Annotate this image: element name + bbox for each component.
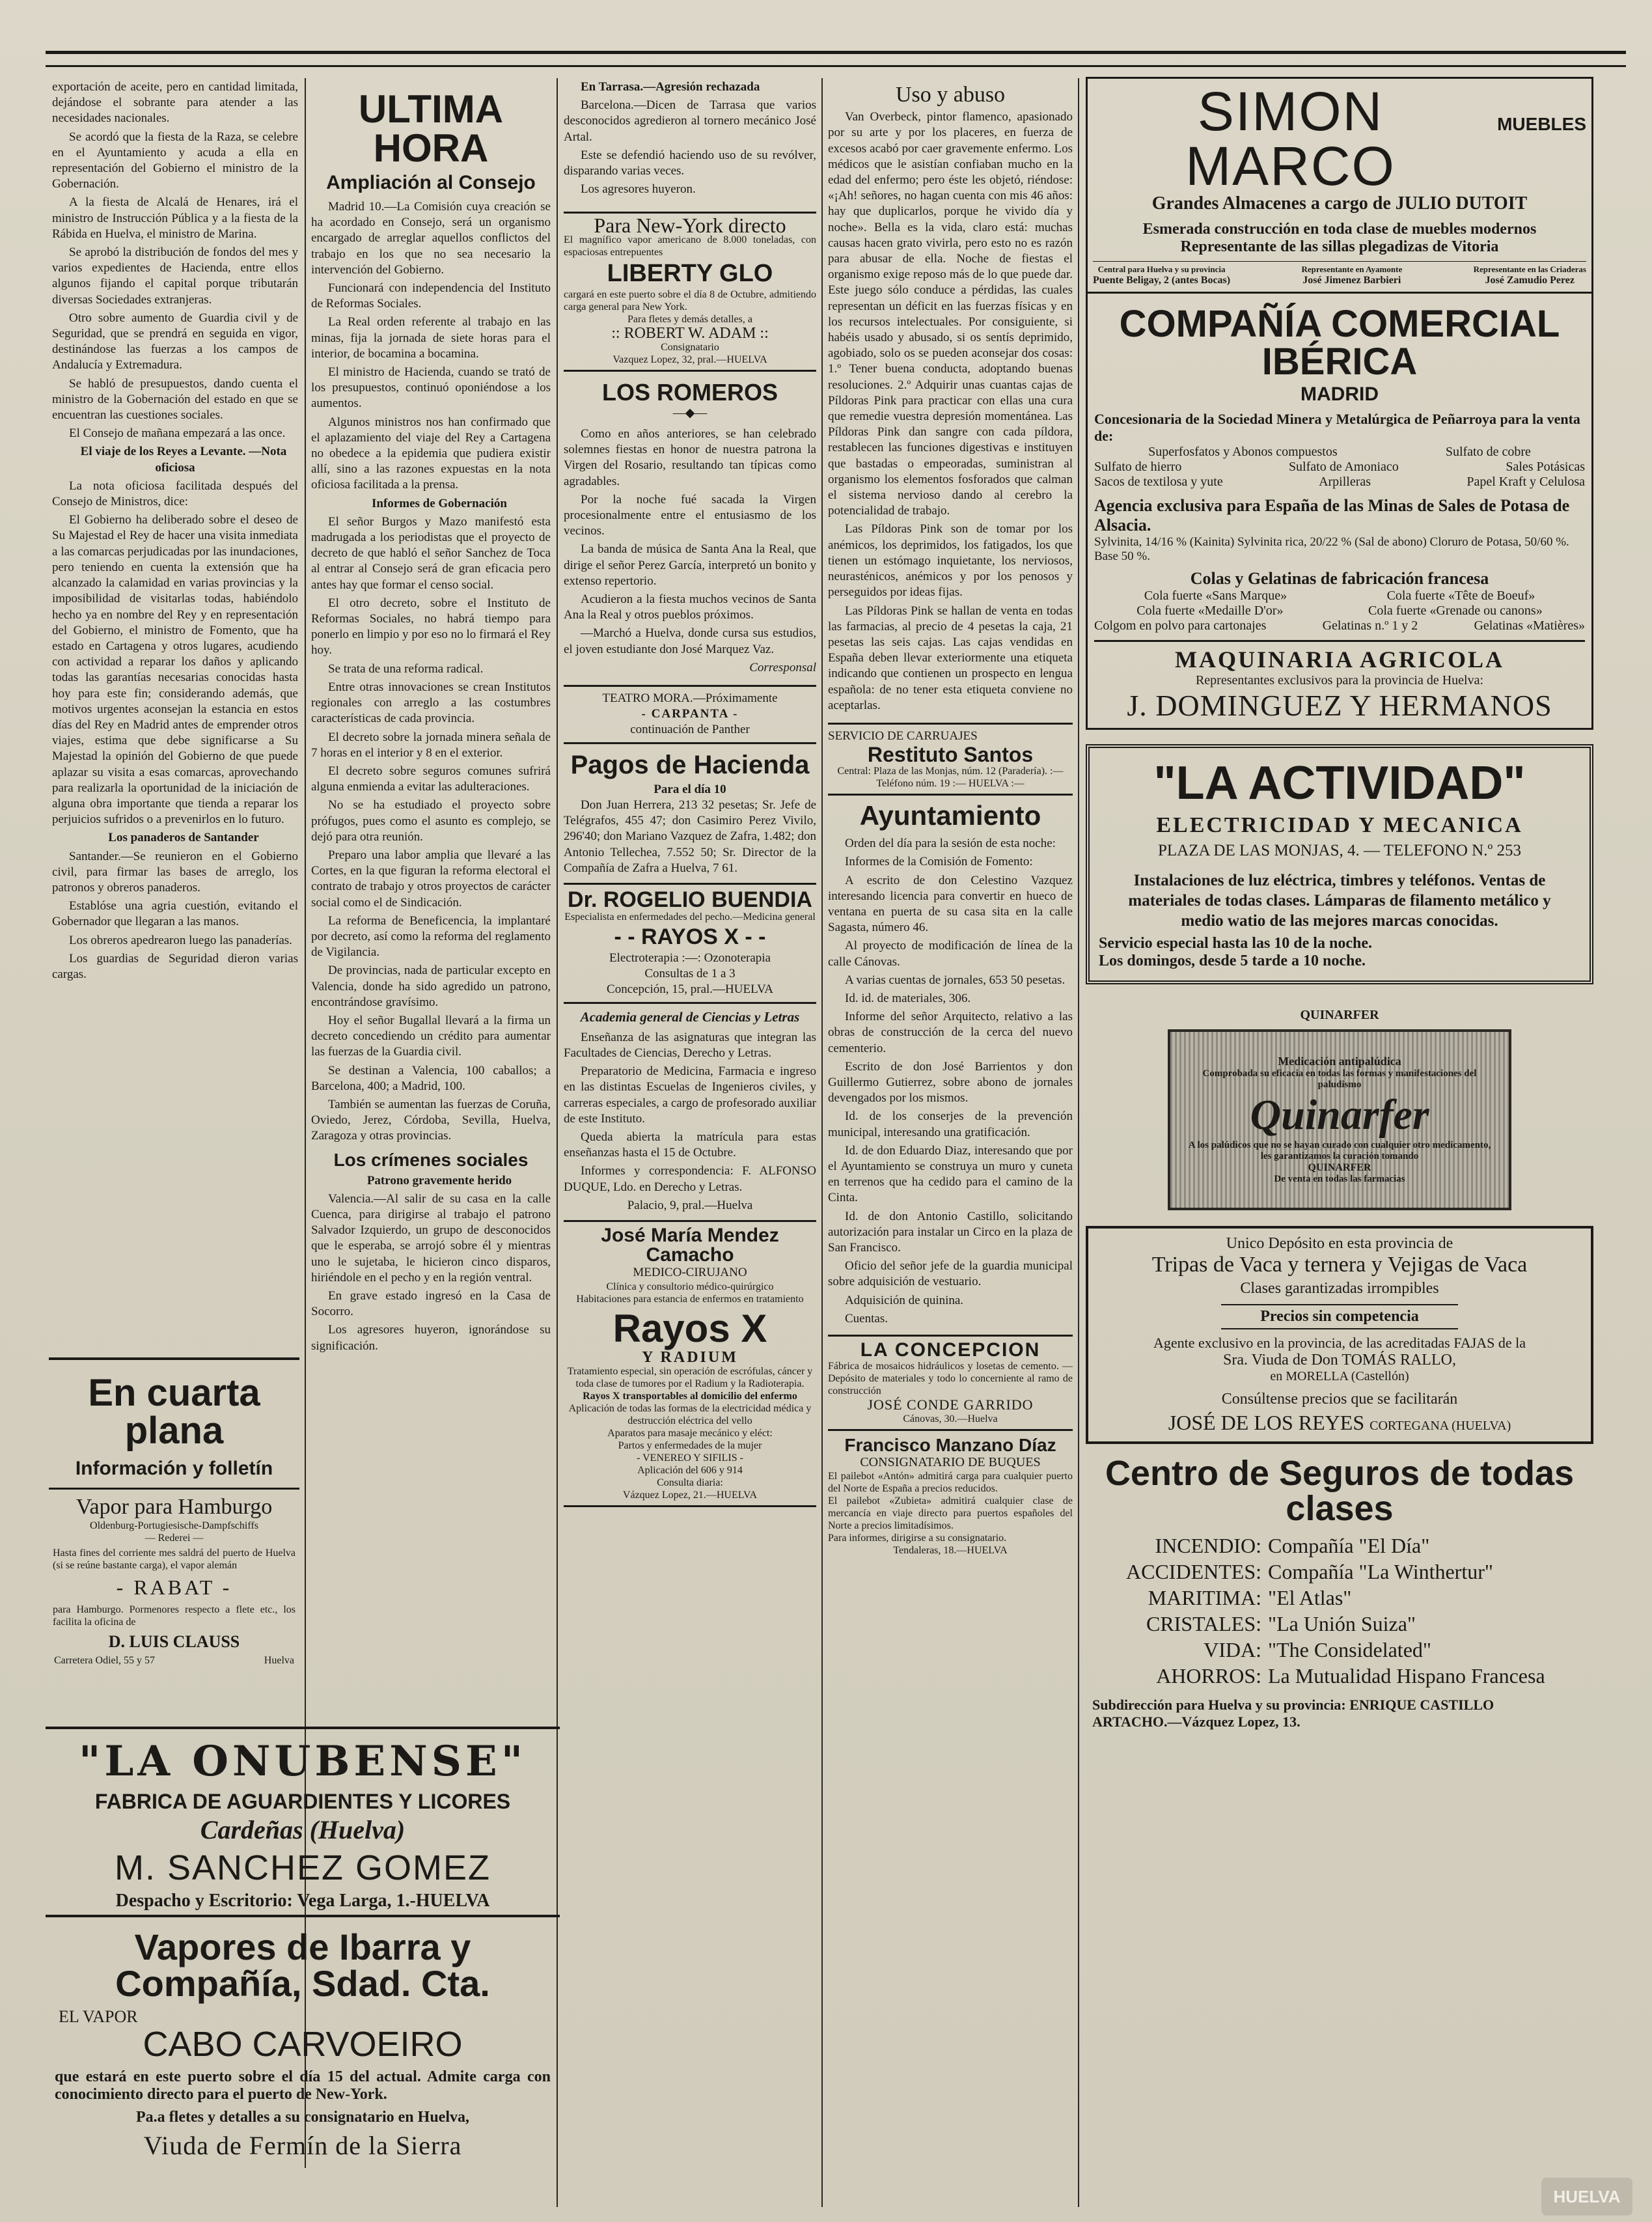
cuarta-subtitle: Información y folletín [75,1458,273,1479]
paragraph: El otro decreto, sobre el Instituto de Reformas Sociales, no habrá tiempo para ponerlo en limpio y por eso no lo firmará el Rey hoy. [311,596,551,658]
paragraph: Como en años anteriores, se han celebrado solemnes fiestas en honor de nuestra patrona la Virgen del Rosario, resultando tan típicas como agradables. [564,427,816,488]
simon-f1a: Central para Huelva y su provincia [1097,264,1226,274]
seg-row-key: INCENDIO: [1155,1534,1261,1557]
paragraph: El Gobierno ha deliberado sobre el deseo de Su Majestad el Rey de hacer una visita inmediata a las comarcas perjudicadas por las inundaciones, pero teniendo en cuenta la extensión que ha alcanzado la calamidad en varias provincias y la imposibilidad de visitarlas todas, habiéndolo hecho ya en nombre del Rey y en representación del Gobierno, el ministro de Fomento, que ha estado en Cartagena y otros lugares, acudiendo con actividad a reparar los daños y aplicando todas las garantías necesarias conocidas hasta hoy para este fin; considerando además, que motivos urgentes aconsejan la estancia en estos días del Rey en Madrid antes de emprender otros viajes, estima que debe significarse a Su Majestad la opinión del Gobierno de que puede aplazar su visita a esas comarcas, aprovechando para realizarla la oportunidad de la iniciación de alguna obra importante que tienda a reparar los perjuicios sufridos o a prevenirlos en lo futuro. [52,513,298,827]
mendez-l2: Habitaciones para estancia de enfermos en tratamiento [576,1294,804,1305]
mendez-radium: Y RADIUM [642,1349,738,1367]
tri-name: JOSÉ DE LOS REYES [1168,1411,1365,1434]
conc-text: Fábrica de mosaicos hidráulicos y losetas de cemento. — Depósito de materiales y todo lo concerniente al ramo de construcción [828,1361,1073,1397]
act-address: PLAZA DE LAS MONJAS, 4. — TELEFONO N.º 253 [1157,842,1521,859]
paragraph: El señor Burgos y Mazo manifestó esta madrugada a los periodistas que el proyecto de decreto de que habló el señor Sanchez de Toca al entrar al Consejo será de gran eficacia pero antes hay que formar el censo social. [311,514,551,592]
paragraph: Los agresores huyeron. [581,182,696,197]
paragraph: Id. de don Antonio Castillo, solicitando autorización para instalar un Circo en la plaza de San Francisco. [828,1209,1073,1255]
paragraph: No se ha estudiado el proyecto sobre prófugos, pues como el asunto es complejo, se dejó para otra reunión. [311,798,551,844]
crimenes-heading: Los crímenes sociales [333,1149,529,1170]
section-heading: Patrono gravemente herido [366,1173,512,1187]
buendia-ad [564,883,816,1004]
paragraph: Id. de don Eduardo Diaz, interesando que por el Ayuntamiento se construya un muro y cuneta en terrenos que ha cedido para el camino de la Cinta. [828,1143,1073,1205]
paragraph: Se trata de una reforma radical. [328,661,484,676]
act-l1: Servicio especial hasta las 10 de la noche. [1099,935,1372,952]
teatro-line-2: continuación de Panther [630,723,750,737]
cci-c4: Cola fuerte «Grenade ou canons» [1368,604,1543,618]
conc-name: JOSÉ CONDE GARRIDO [867,1396,1034,1413]
manz-p1: El pailebot «Antón» admitirá carga para cualquier puerto del Norte de España a precios reducidos. [828,1471,1073,1495]
paragraph: La reforma de Beneficencia, la implantaré por decreto, así como la reforma del reglamento de Vigilancia. [311,913,551,960]
seg-row [1092,1585,1587,1611]
quin-top: QUINARFER [1300,1008,1379,1022]
agent-city: Huelva [264,1655,294,1666]
column-4 [828,83,1073,2212]
paragraph: Preparo una labor amplia que llevaré a las Cortes, en la que figuran la reforma electoral el contrato de trabajo y otros proyectos de carácter social como el de Sindicación. [311,848,551,910]
mendez-l9: Aplicación del 606 y 914 [637,1465,743,1477]
paragraph: El ministro de Hacienda, cuando se trató de los presupuestos, continuó oponiéndose a los aumentos. [311,365,551,411]
paragraph: Acudieron a la fiesta muchos vecinos de Santa Ana la Real y otros pueblos próximos. [564,592,816,622]
ny-ship: LIBERTY GLO [607,259,773,287]
quinarfer-panel [1168,1029,1511,1210]
cci-r3b: Arpilleras [1319,475,1371,489]
cci-l3: Sylvinita, 14/16 % (Kainita) Sylvinita rica, 20/22 % (Sal de abono) Cloruro de Potasa, 50/60 %. Base 50 %. [1094,535,1569,563]
maq-text: Representantes exclusivos para la provincia de Huelva: [1195,673,1484,687]
vapor-title: Vapor para Hamburgo [76,1495,273,1519]
ibarra-ad [46,1917,560,2197]
ayuntamiento-title: Ayuntamiento [859,800,1041,831]
ny-text: El magnífico vapor americano de 8.000 toneladas, con espaciosas entrepuentes [564,234,816,258]
ultima-hora-title: ULTIMA HORA [358,87,504,170]
seg-row-value: La Mutualidad Hispano Francesa [1268,1664,1545,1687]
cci-l2: Agencia exclusiva para España de las Minas de Sales de Potasa de Alsacia. [1094,496,1570,535]
teatro-ad [564,685,816,744]
cci-r2b: Sulfato de Amoniaco [1288,460,1399,474]
tri-l5: Agente exclusivo en la provincia, de las acreditadas FAJAS de la [1153,1335,1526,1351]
onubense-line1: FABRICA DE AGUARDIENTES Y LICORES [94,1790,511,1813]
paragraph: Por la noche fué sacada la Virgen procesionalmente entre el entusiasmo de los vecinos. [564,492,816,538]
rayos-title: - - RAYOS X - - [614,924,766,949]
simon-l2: Representante de las sillas plegadizas de Vitoria [1180,238,1499,255]
cci-r3c: Papel Kraft y Celulosa [1466,475,1585,489]
quin-name: Quinarfer [1250,1091,1429,1139]
simon-sub: Grandes Almacenes a cargo de JULIO DUTOIT [1151,193,1528,214]
paragraph: Queda abierta la matrícula para estas enseñanzas hasta el 15 de Octubre. [564,1130,816,1160]
cci-title: COMPAÑÍA COMERCIAL IBÉRICA [1119,303,1560,383]
ny-role: Consignatario [661,341,719,353]
paragraph: A la fiesta de Alcalá de Henares, irá el ministro de Instrucción Pública y a la fiesta de la Rábida en Huelva, el ministro de Marina. [52,195,298,241]
mendez-l5: Aplicación de todas las formas de la electricidad médica y destrucción eléctrica del vello [568,1403,812,1427]
tri-l8: Consúltense precios que se facilitarán [1221,1391,1458,1408]
paragraph: Las Píldoras Pink se hallan de venta en todas las farmacias, al precio de 4 pesetas la caja, 21 pesetas las seis cajas. Las cajas vendidas en España deben llevar exteriormente una etiqueta indicando que contienen un prospecto en lengua española: de no tener esta etiqueta conviene no aceptarlas. [828,604,1073,712]
paragraph: Id. id. de materiales, 306. [845,991,971,1005]
paragraph: El Consejo de mañana empezará a las once. [69,426,286,441]
newyork-ad [564,212,816,371]
cci-r1b: Sulfato de cobre [1445,445,1531,459]
academia-title: Academia general de Ciencias y Letras [580,1008,800,1025]
seg-row-value: Compañía "La Winthertur" [1268,1560,1493,1583]
seg-row-key: MARITIMA: [1148,1586,1261,1609]
paragraph: De provincias, nada de particular excepto en Valencia, donde ha sido agredido un patrono, encontrándose gravísimo. [311,964,551,1009]
seg-row-value: "The Considelated" [1268,1638,1431,1661]
paragraph: exportación de aceite, pero en cantidad limitada, dejándose el sobrante para atender a las necesidades nacionales. [52,80,298,126]
ny-title: Para New-York directo [594,214,786,238]
paragraph: Funcionará con independencia del Instituto de Reformas Sociales. [311,281,551,311]
agent-address: Carretera Odiel, 55 y 57 [54,1655,156,1666]
ibarra-label: EL VAPOR [59,2007,138,2026]
ibarra-agent: Viuda de Fermín de la Sierra [143,2131,462,2160]
paragraph: Los guardias de Seguridad dieron varias cargas. [52,951,298,981]
column-2 [311,83,551,1714]
cci-r3a: Sacos de textilosa y yute [1094,475,1223,489]
tri-city: CORTEGANA (HUELVA) [1370,1419,1511,1433]
act-text: Instalaciones de luz eléctrica, timbres y teléfonos. Ventas de materiales de todas clases. Lámparas de filamento metálico y medio watio de las mejores marcas conocidas. [1128,872,1551,930]
cci-r2c: Sales Potásicas [1506,460,1585,474]
paragraph: Se acordó que la fiesta de la Raza, se celebre en el Ayuntamiento y acuda a ella en representación del Gobierno el ministro de la Gobernación. [52,130,298,191]
mendez-l4: Rayos X transportables al domicilio del enfermo [583,1391,797,1402]
pagos-title: Pagos de Hacienda [570,750,810,779]
conc-address: Cánovas, 30.—Huelva [903,1413,998,1425]
quin-l3: A los palúdicos que no se hayan curado con cualquier otro medicamento, les garantizamos la curación tomando [1188,1140,1491,1161]
quin-l5: De venta en todas las farmacias [1274,1174,1405,1184]
mendez-title: José María Mendez Camacho [601,1224,779,1266]
simon-f1b: Puente Beligay, 2 (antes Bocas) [1093,275,1231,286]
onubense-ad [46,1727,560,1917]
paragraph: La nota oficiosa facilitada después del Consejo de Ministros, dice: [52,479,298,509]
signature: Corresponsal [749,660,816,674]
carpanta: - CARPANTA - [641,707,739,721]
ny-agent: :: ROBERT W. ADAM :: [611,324,769,342]
tripas-ad [1086,1226,1593,1444]
uso-title: Uso y abuso [895,83,1006,107]
quinarfer-ad [1086,1008,1593,1210]
quin-l1: Medicación antipalúdica [1278,1055,1401,1068]
simon-f2b: José Jimenez Barbieri [1302,275,1401,286]
ny-text3: Para fletes y demás detalles, a [627,313,752,325]
manz-sub: CONSIGNATARIO DE BUQUES [860,1455,1041,1470]
paragraph: Santander.—Se reunieron en el Gobierno civil, para firmar las bases de arreglo, los patronos y obreros panaderos. [52,849,298,895]
simon-tag: MUEBLES [1497,114,1586,134]
paragraph: Se aprobó la distribución de fondos del mes y varios expedientes de Hacienda, entre ellos algunos fijando el capital porque tributarán diversas Sociedades extranjeras. [52,245,298,307]
cci-c7: Gelatinas «Matières» [1474,618,1585,633]
paragraph: El decreto sobre seguros comunes sufrirá alguna enmienda a evitar las adulteraciones. [311,764,551,794]
seg-row [1092,1533,1587,1559]
mendez-l3: Tratamiento especial, sin operación de escrófulas, cáncer y toda clase de tumores por el Radium y la Radioterapia. [567,1366,813,1390]
hamburgo-text: Hasta fines del corriente mes saldrá del puerto de Huelva (si se reúne bastante carga), el vapor alemán [53,1548,296,1571]
seg-row-value: Compañía "El Día" [1268,1534,1430,1557]
ship-name: - RABAT - [116,1576,232,1599]
simon-marco-ad [1086,77,1593,294]
manz-address: Tendaleras, 18.—HUELVA [893,1545,1008,1557]
cci-r1a: Superfosfatos y Abonos compuestos [1148,445,1338,459]
paragraph: Las Píldoras Pink son de tomar por los anémicos, los deprimidos, los fatigados, los que tienen un estómago inquietante, los nerviosos, neurasténicos, anémicos y por los penosos y perseguidos por ideas fijas. [828,522,1073,600]
tri-l2: Tripas de Vaca y ternera y Vejigas de Vaca [1151,1253,1528,1277]
seg-l1: Subdirección para Huelva y su provincia: ENRIQUE CASTILLO [1092,1697,1494,1713]
concepcion-ad [828,1335,1073,1431]
paragraph: La Real orden referente al trabajo en las minas, fija la jornada de siete horas para el interior, de bocamina a bocamina. [311,315,551,361]
seg-row-value: "El Atlas" [1268,1586,1352,1609]
onubense-address: Despacho y Escritorio: Vega Larga, 1.-HUELVA [115,1891,490,1911]
section-heading: Los panaderos de Santander [108,831,259,845]
library-stamp: HUELVA [1541,2178,1632,2215]
ibarra-text: que estará en este puerto sobre el día 15 del actual. Admite carga con conocimiento directo para el puerto de New-York. [55,2068,551,2103]
paragraph: Hoy el señor Bugallal llevará a la firma un decreto concediendo un crédito para aumentar las fuerzas de la Guardia civil. [311,1013,551,1059]
onubense-title: "LA ONUBENSE" [78,1737,527,1786]
paragraph: Establóse una agria cuestión, evitando el Gobernador que llegaran a las manos. [52,899,298,929]
paragraph: Informes de la Comisión de Fomento: [845,855,1033,869]
column-3: En Tarrasa.—Agresión rechazada Barcelona.—Dicen de Tarrasa que varios desconocidos agredieron al tornero mecánico José Artal. Este se defendió haciendo uso de su revólver, disparando varias veces. Los agresores huyeron. Para New-York directo El magnífico vapor americano de 8.000 toneladas, con espaciosas entrepuentes LIBERTY GLO cargará en este puerto sobre el día 8 de Octubre, admitiendo carga general para New York. Para fletes y demás detalles, a :: ROBERT W. ADAM :: Consignatario Vazquez Lopez, 32, pral.—HUELVA LOS ROMEROS —◆— Como en años anteriores, se han celebrado solemnes fiestas en honor de nuestra patrona la Virgen del Rosario, resultando tan típicas como agradables. Por la noche fué sacada la Virgen procesionalmente entre el entusiasmo de los vecinos. La banda de música de Santa Ana la Real, que dirige el señor Perez García, interpretó un bonito y extenso repertorio. Acudieron a la fiesta muchos vecinos de Santa Ana la Real y otros pueblos próximos. —Marchó a Huelva, donde cursa sus estudios, el joven estudiante don José Marquez Vaz. Corresponsal TEATRO MORA.—Próximamente - CARPANTA - continuación de Panther Pagos de Hacienda Para el día 10 Don Juan Herrera, 213 32 pesetas; Sr. Jefe de Telégrafos, 455 47; don Casimiro Perez Vivilo, 296'40; don Mariano Vazquez de Zafra, 1.482; don Antonio Tellechea, 7.552 50; Sr. Director de la Compañía de Zafra a Huelva, 7 61. Dr. ROGELIO BUENDIA Especialista en enfermedades del pecho.—Medicina general - - RAYOS X - - Electroterapia :—: Ozonoterapia Consultas de 1 a 3 Concepción, 15, pral.—HUELVA Academia general de Ciencias y Letras Enseñanza de las asignaturas que integran las Facultades de Ciencias, Derecho y Letras. Preparatorio de Medicina, Farmacia e ingreso en las distintas Escuelas de Ingenieros civiles, y carreras especiales, a cargo de profesorado auxiliar de este Instituto. Queda abierta la matrícula para estas enseñanzas hasta el 15 de Octubre. Informes y correspondencia: F. ALFONSO DUQUE, Ldo. en Derecho y Letras. Palacio, 9, pral.—Huelva José María Mendez Camacho MEDICO-CIRUJANO Clínica y consultorio médico-quirúrgico Habitaciones para estancia de enfermos en tratamiento Rayos X Y RADIUM Tratamiento especial, sin operación de escrófulas, cáncer y toda clase de tumores por el Radium y la Radioterapia. Rayos X transportables al domicilio del enfermo Aplicación de todas las formas de la electricidad médica y destrucción eléctrica del vello Aparatos para masaje mecánico y eléct: Partos y enfermedades de la mujer - VENEREO Y SIFILIS - Aplicación del 606 y 914 Consulta diaria: Vázquez Lopez, 21.—HUELVA [564,79,816,2208]
top-rule [46,51,1626,54]
line-company: Oldenburg-Portugiesische-Dampfschiffs [90,1520,258,1531]
cci-ad [1086,294,1593,730]
onubense-line2: Cardeñas (Huelva) [200,1815,406,1844]
paragraph: El decreto sobre la jornada minera señala de 7 horas en el interior y 8 en el exterior. [311,730,551,760]
paragraph: Se destinan a Valencia, 100 caballos; a Barcelona, 400; a Madrid, 100. [311,1063,551,1093]
paragraph: Barcelona.—Dicen de Tarrasa que varios desconocidos agredieron al tornero mecánico José Artal. [564,98,816,144]
mendez-sub: MEDICO-CIRUJANO [633,1265,747,1279]
paragraph: Al proyecto de modificación de línea de la calle Cánovas. [828,939,1073,969]
buendia-text: Especialista en enfermedades del pecho.—Medicina general [564,911,816,923]
paragraph: A escrito de don Celestino Vazquez interesando licencia para convertir en hueco de ventana en puerta de su casa sita en la calle Sagasta, número 46. [828,873,1073,935]
seg-row [1092,1559,1587,1585]
paragraph: Escrito de don José Barrientos y don Guillermo Gutierrez, sobre abono de jornales devengados por los mismos. [828,1059,1073,1105]
carr-text: Central: Plaza de las Monjas, núm. 12 (Paradería). :— Teléfono núm. 19 :— HUELVA :— [837,766,1064,790]
cci-r2a: Sulfato de hierro [1094,460,1182,474]
seguros-ad [1086,1456,1593,1730]
academia-address: Palacio, 9, pral.—Huelva [627,1198,753,1212]
section-heading: En Tarrasa.—Agresión rechazada [581,80,760,94]
cuarta-title: En cuarta plana [88,1372,260,1452]
seg-row [1092,1663,1587,1689]
tri-l3: Clases garantizadas irrompibles [1240,1280,1439,1297]
column-divider [821,78,823,2207]
paragraph: Valencia.—Al salir de su casa en la calle Cuenca, para dirigirse al trabajo el patrono Salvador Izquierdo, un grupo de desconocidos que le esperaba, se arrojó sobre él y mientras uno le sujetaba, le hicieron cinco disparos, hiriéndole en el pecho y en la región ventral. [311,1191,551,1285]
buendia-title: Dr. ROGELIO BUENDIA [568,887,812,912]
act-title: "LA ACTIVIDAD" [1153,757,1526,809]
onubense-name: M. SANCHEZ GOMEZ [114,1848,491,1887]
cci-c1: Cola fuerte «Sans Marque» [1144,589,1287,603]
buendia-line: Electroterapia :—: Ozonoterapia [609,951,771,965]
cci-c5: Colgom en polvo para cartonajes [1094,618,1267,633]
paragraph: Se habló de presupuestos, dando cuenta el ministro de la Gobernación del estado en que se encuentran las cuestiones sociales. [52,376,298,423]
mendez-l7: Partos y enfermedades de la mujer [618,1440,762,1452]
cci-c6: Gelatinas n.º 1 y 2 [1322,618,1418,633]
simon-l1: Esmerada construcción en toda clase de muebles modernos [1142,221,1537,238]
paragraph: Don Juan Herrera, 213 32 pesetas; Sr. Jefe de Telégrafos, 455 47; don Casimiro Perez Vivilo, 296'40; don Mariano Vazquez de Zafra, 1.482; don Antonio Tellechea, 7.552 50; Sr. Director de la Compañía de Zafra a Huelva, 7 61. [564,798,816,875]
cci-c3: Cola fuerte «Medaille D'or» [1136,604,1284,618]
ibarra-title: Vapores de Ibarra y Compañía, Sdad. Cta. [115,1926,490,2004]
simon-f3b: José Zamudio Perez [1485,275,1575,286]
paragraph: A varias cuentas de jornales, 653 50 pesetas. [845,973,1066,987]
section-heading: El viaje de los Reyes a Levante. —Nota oficiosa [80,445,287,475]
top-rule-thin [46,65,1626,67]
teatro-line: TEATRO MORA.—Próximamente [602,691,778,706]
tri-l6: Sra. Viuda de Don TOMÁS RALLO, [1223,1352,1456,1368]
mendez-l8: - VENEREO Y SIFILIS - [637,1452,743,1464]
conc-title: LA CONCEPCION [860,1339,1041,1361]
quin-l4: QUINARFER [1308,1162,1371,1173]
paragraph: Los obreros apedrearon luego las panaderías. [69,933,292,947]
tri-l7: en MORELLA (Castellón) [1270,1369,1409,1383]
seg-row-key: CRISTALES: [1146,1612,1261,1635]
seg-row [1092,1611,1587,1637]
maq-name: J. DOMINGUEZ Y HERMANOS [1127,689,1552,722]
paragraph: Este se defendió haciendo uso de su revólver, disparando varias veces. [564,148,816,178]
act-sub: ELECTRICIDAD Y MECANICA [1156,813,1523,837]
paragraph: Informe del señor Arquitecto, relativo a las obras de construcción de la cerca del nuevo cementerio. [828,1010,1073,1055]
mendez-ad [564,1220,816,1507]
paragraph: Oficio del señor jefe de la guardia municipal sobre adquisición de vestuario. [828,1259,1073,1289]
manz-p3: Para informes, dirigirse a su consignatario. [828,1533,1007,1544]
paragraph: Cuentas. [845,1311,888,1326]
paragraph: Id. de los conserjes de la prevención municipal, interesando una gratificación. [828,1109,1073,1139]
paragraph: Algunos ministros nos han confirmado que el aplazamiento del viaje del Rey a Cartagena no obedece a la epidemia que pudiera existir allí, sino a las razones expuestas en la nota oficiosa facilitada a la prensa. [311,415,551,492]
seg-row-value: "La Unión Suiza" [1268,1612,1416,1635]
maq-title: MAQUINARIA AGRICOLA [1174,646,1505,673]
mendez-l11: Vázquez Lopez, 21.—HUELVA [622,1490,758,1501]
mendez-l6: Aparatos para masaje mecánico y eléct: [607,1428,773,1439]
cci-city: MADRID [1301,383,1379,405]
agent-name: D. LUIS CLAUSS [108,1632,240,1651]
ibarra-text2: Pa.a fletes y detalles a su consignatario en Huelva, [136,2109,469,2126]
ny-text2: cargará en este puerto sobre el día 8 de Octubre, admitiendo carga general para New York. [564,288,816,312]
seg-l2: ARTACHO.—Vázquez Lopez, 13. [1092,1714,1301,1730]
carr-name: Restituto Santos [867,743,1034,767]
seg-rows [1092,1533,1587,1689]
paragraph: También se aumentan las fuerzas de Coruña, Oviedo, Jerez, Córdoba, Sevilla, Huelva, Zaragoza y otras provincias. [311,1097,551,1143]
hamburgo-text-2: para Hamburgo. Pormenores respecto a flete etc., los facilita la oficina de [53,1604,296,1628]
buendia-address: Concepción, 15, pral.—HUELVA [607,982,773,997]
seg-row-key: ACCIDENTES: [1126,1560,1261,1583]
act-l2: Los domingos, desde 5 tarde a 10 noche. [1099,952,1366,969]
paragraph: En grave estado ingresó en la Casa de Socorro. [311,1289,551,1319]
tri-l1: Unico Depósito en esta provincia de [1226,1235,1453,1252]
paragraph: La banda de música de Santa Ana la Real, que dirige el señor Perez García, interpretó un bonito y extenso repertorio. [564,542,816,588]
line-rederei: — Rederei — [145,1533,204,1544]
mendez-rayos: Rayos X [613,1307,767,1351]
carruajes-ad [828,723,1073,796]
paragraph: Madrid 10.—La Comisión cuya creación se ha acordado en Consejo, será un organismo encargado de arreglar aquellos conflictos del trabajo en los que no sea necesario la intervención del Gobierno. [311,200,551,277]
cuarta-plana-box [49,1357,299,1721]
paragraph: Los agresores huyeron, ignorándose su significación. [311,1323,551,1353]
paragraph: Informes y correspondencia: F. ALFONSO DUQUE, Ldo. en Derecho y Letras. [564,1164,816,1194]
paragraph: Otro sobre aumento de Guardia civil y de Seguridad, que se prendrá en seguida en vigor, destinándose las fuerzas a los campos de Andalucía y Extremadura. [52,311,298,372]
column-divider [1078,78,1079,2207]
paragraph: Adquisición de quinina. [845,1293,964,1307]
cci-l1: Concesionaria de la Sociedad Minera y Metalúrgica de Peñarroya para la venta de: [1094,411,1580,444]
section-heading: Informes de Gobernación [372,496,507,510]
cci-l4: Colas y Gelatinas de fabricación francesa [1190,569,1489,588]
paragraph: Orden del día para la sesión de esta noche: [845,837,1056,851]
mendez-l10: Consulta diaria: [657,1477,723,1489]
cci-c2: Cola fuerte «Tête de Boeuf» [1386,589,1535,603]
simon-f3a: Representante en las Criaderas [1473,264,1586,274]
paragraph: Enseñanza de las asignaturas que integran las Facultades de Ciencias, Derecho y Letras. [564,1030,816,1060]
carr-label: SERVICIO DE CARRUAJES [828,729,978,743]
quin-l2: Comprobada su eficacia en todas las formas y manifestaciones del paludismo [1202,1068,1477,1090]
seg-row [1092,1637,1587,1663]
seg-title: Centro de Seguros de todas clases [1105,1454,1575,1528]
column-1 [52,79,298,1355]
paragraph: Entre otras innovaciones se crean Institutos regionales con arreglo a las costumbres características de cada provincia. [311,680,551,726]
pagos-sub: Para el día 10 [654,782,726,796]
seg-row-key: VIDA: [1204,1638,1261,1661]
buendia-hours: Consultas de 1 a 3 [644,967,736,981]
actividad-ad [1086,744,1593,984]
romeros-title: LOS ROMEROS [601,378,778,406]
paragraph: Preparatorio de Medicina, Farmacia e ingreso en las distintas Escuelas de Ingenieros civiles, y carreras especiales, a cargo de profesorado auxiliar de este Instituto. [564,1064,816,1126]
seg-row-key: AHORROS: [1156,1664,1261,1687]
column-5 [1086,77,1593,2199]
tri-l4: Precios sin competencia [1221,1304,1458,1329]
manz-p2: El pailebot «Zubieta» admitirá cualquier clase de mercancía en viaje directo para puertos españoles del Norte a precios limitadísimos. [828,1495,1073,1532]
simon-f2a: Representante en Ayamonte [1301,264,1403,274]
manzano-ad [828,1436,1073,1557]
ny-address: Vazquez Lopez, 32, pral.—HUELVA [613,354,767,365]
simon-name: SIMON MARCO [1185,81,1396,197]
manz-title: Francisco Manzano Díaz [844,1435,1056,1456]
mendez-l1: Clínica y consultorio médico-quirúrgico [606,1281,774,1293]
paragraph: —Marchó a Huelva, donde cursa sus estudios, el joven estudiante don José Marquez Vaz. [564,626,816,656]
ultima-hora-subtitle: Ampliación al Consejo [326,172,536,193]
ibarra-ship: CABO CARVOEIRO [143,2025,463,2064]
paragraph: Van Overbeck, pintor flamenco, apasionado por su arte y por los placeres, en fuerza de excesos acabó por caer gravemente enfermo. Los médicos que le asistían confiaban mucho en la edad del enfermo; pero éste les objetó, riéndose: «¡Ah! señores, no hagan cuenta con mis 46 años: hay que duplicarlos, porque he vivido día y noche». Bella es la vida, claro está: muchas causas hacen grato vivirla, pero esto no es razón para abusar de ella. Noche de fiestas el organismo exige reposo más de lo que puede dar. Este juego sólo conduce a pérdidas, las cuales representan un déficit en las fuerzas físicas y en los recursos intelectuales. Por consiguiente, si habéis usado y abusado, si os sentís deprimido, agobiado, solo os se pueden aconsejar dos cosas: 1.º Tener buena conducta, adoptando buenas resoluciones. 2.º Adquirir unas cuantas cajas de Píldoras Pink para practicar con ellas una cura que remedie vuestra depresión momentánea. Las Píldoras Pink dan sangre con cada píldora, restablecen las funciones digestivas e instituyen que bastadas o empeoradas, suministran al organismo los elementos fosforados que calman el sistema nervioso dando al cerebro la potencialidad de trabajo. [828,110,1073,518]
